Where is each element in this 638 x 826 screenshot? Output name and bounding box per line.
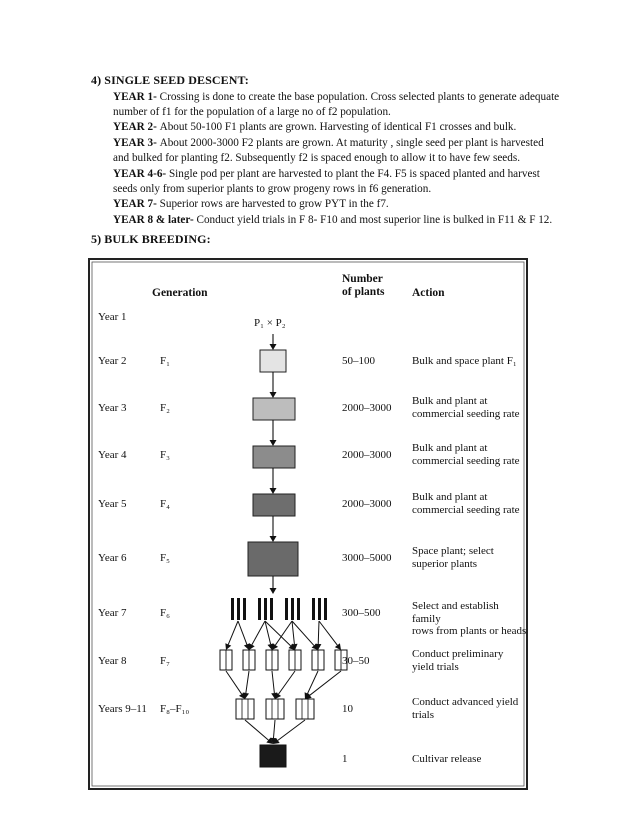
arrow-head bbox=[272, 643, 278, 650]
arrow-head bbox=[270, 440, 277, 446]
arrow-head bbox=[335, 643, 341, 650]
line-text: Superior rows are harvested to grow PYT in the f7. bbox=[159, 198, 389, 210]
row-generation: F₆ bbox=[160, 607, 170, 619]
arrow-head bbox=[270, 488, 277, 494]
row-number-of-plants: 1 bbox=[342, 753, 348, 765]
line-text: About 2000-3000 F2 plants are grown. At maturity , single seed per plant is harvested bbox=[159, 137, 544, 149]
row-number-of-plants: 2000–3000 bbox=[342, 449, 392, 461]
f1-box bbox=[260, 350, 286, 372]
year-label: YEAR 8 & later- bbox=[113, 214, 197, 226]
row-action: Bulk and plant at commercial seeding rate bbox=[412, 442, 520, 467]
family-row-bar bbox=[270, 598, 273, 620]
arrow-line bbox=[278, 720, 305, 740]
arrow-line bbox=[265, 621, 271, 644]
row-number-of-plants: 10 bbox=[342, 703, 353, 715]
section5-heading: 5) BULK BREEDING: bbox=[91, 232, 211, 246]
row-number-of-plants: 50–100 bbox=[342, 355, 375, 367]
section4-line bbox=[113, 121, 516, 134]
family-row-bar bbox=[243, 598, 246, 620]
family-row-bar bbox=[258, 598, 261, 620]
row-year: Year 8 bbox=[98, 655, 127, 667]
section4-line bbox=[113, 214, 552, 227]
line-text: Crossing is done to create the base population. Cross selected plants to generate adequate bbox=[159, 91, 560, 103]
arrow-line bbox=[226, 671, 242, 694]
arrow-line bbox=[278, 671, 295, 694]
row-action: Select and establish family rows from plants or heads bbox=[412, 600, 527, 637]
family-row-bar bbox=[237, 598, 240, 620]
arrow-line bbox=[273, 720, 275, 738]
row-number-of-plants: 2000–3000 bbox=[342, 498, 392, 510]
row-number-of-plants: 300–500 bbox=[342, 607, 381, 619]
section4-line bbox=[113, 168, 540, 181]
row-action: Cultivar release bbox=[412, 753, 482, 765]
row-generation: F₅ bbox=[160, 552, 170, 564]
f2-box bbox=[253, 398, 295, 420]
row-generation: F₇ bbox=[160, 655, 170, 667]
family-row-bar bbox=[324, 598, 327, 620]
line-text: seeds only from superior plants to grow progeny rows in f6 generation. bbox=[113, 183, 432, 195]
row-year: Year 4 bbox=[98, 449, 127, 461]
family-row-bar bbox=[285, 598, 288, 620]
row-number-of-plants: 3000–5000 bbox=[342, 552, 392, 564]
cultivar-box bbox=[260, 745, 286, 767]
arrow-line bbox=[318, 621, 319, 644]
f4-box bbox=[253, 494, 295, 516]
arrow-head bbox=[270, 392, 277, 398]
row-year: Year 3 bbox=[98, 402, 127, 414]
row-action: Bulk and space plant F₁ bbox=[412, 355, 517, 367]
line-text: Conduct yield trials in F 8- F10 and most superior line is bulked in F11 & F 12. bbox=[196, 214, 553, 226]
section4-line bbox=[113, 152, 520, 165]
family-row-bar bbox=[264, 598, 267, 620]
row-action: Space plant; select superior plants bbox=[412, 545, 494, 570]
family-row-bar bbox=[297, 598, 300, 620]
family-row-bar bbox=[318, 598, 321, 620]
row-generation: F₂ bbox=[160, 402, 170, 414]
f3-box bbox=[253, 446, 295, 468]
line-text: number of f1 for the population of a large no of f2 population. bbox=[113, 106, 391, 118]
year-label: YEAR 1- bbox=[113, 91, 160, 103]
row-year: Year 2 bbox=[98, 355, 127, 367]
arrow-head bbox=[270, 536, 277, 542]
arrow-line bbox=[319, 621, 337, 645]
arrow-line bbox=[246, 671, 249, 693]
year-label: YEAR 4-6- bbox=[113, 168, 169, 180]
row-number-of-plants: 2000–3000 bbox=[342, 402, 392, 414]
bulk-breeding-diagram bbox=[88, 258, 528, 790]
row-year: Years 9–11 bbox=[98, 703, 147, 715]
arrow-line bbox=[228, 621, 238, 644]
family-row-bar bbox=[312, 598, 315, 620]
family-row-bar bbox=[291, 598, 294, 620]
f8-trial-box bbox=[236, 699, 254, 719]
row-generation: F₈–F₁₀ bbox=[160, 703, 190, 715]
f8-trial-box bbox=[296, 699, 314, 719]
section4-heading: 4) SINGLE SEED DESCENT: bbox=[91, 73, 249, 87]
arrow-head bbox=[270, 344, 277, 350]
arrow-line bbox=[310, 671, 341, 695]
section4-line bbox=[113, 137, 544, 150]
row-year: Year 7 bbox=[98, 607, 127, 619]
arrow-head bbox=[275, 692, 281, 699]
row-year: Year 5 bbox=[98, 498, 127, 510]
arrow-line bbox=[238, 621, 247, 644]
row-generation: F₃ bbox=[160, 449, 170, 461]
year-label: YEAR 7- bbox=[113, 198, 160, 210]
header-number-of-plants: Number of plants bbox=[342, 273, 385, 298]
row-action: Bulk and plant at commercial seeding rate bbox=[412, 491, 520, 516]
arrow-line bbox=[292, 621, 314, 646]
line-text: Single pod per plant are harvested to plant the F4. F5 is spaced planted and harvest bbox=[168, 168, 540, 180]
line-text: and bulked for planting f2. Subsequently f2 is spaced enough to allow it to have few seeds. bbox=[113, 152, 521, 164]
row-action: Bulk and plant at commercial seeding rate bbox=[412, 395, 520, 420]
f8-trial-box bbox=[266, 699, 284, 719]
header-generation: Generation bbox=[152, 287, 208, 299]
row-action: Conduct preliminary yield trials bbox=[412, 648, 504, 673]
row-number-of-plants: 30–50 bbox=[342, 655, 370, 667]
arrow-line bbox=[252, 621, 265, 645]
header-action: Action bbox=[412, 287, 445, 299]
row-generation: F₁ bbox=[160, 355, 170, 367]
year-label: YEAR 2- bbox=[113, 121, 160, 133]
row-action: Conduct advanced yield trials bbox=[412, 696, 519, 721]
row-year: Year 6 bbox=[98, 552, 127, 564]
row-year: Year 1 bbox=[98, 311, 127, 323]
row-generation: F₄ bbox=[160, 498, 170, 510]
arrow-line bbox=[292, 621, 294, 644]
year-label: YEAR 3- bbox=[113, 137, 160, 149]
section4-line bbox=[113, 91, 559, 104]
f5-box bbox=[248, 542, 298, 576]
section4-line bbox=[113, 198, 389, 211]
parents-cross: P₁ × P₂ bbox=[254, 317, 286, 329]
section4-line bbox=[113, 183, 431, 196]
line-text: About 50-100 F1 plants are grown. Harvesting of identical F1 crosses and bulk. bbox=[159, 121, 517, 133]
arrow-line bbox=[272, 671, 274, 693]
arrow-line bbox=[245, 720, 268, 740]
section4-line bbox=[113, 106, 391, 119]
arrow-head bbox=[270, 588, 277, 594]
family-row-bar bbox=[231, 598, 234, 620]
